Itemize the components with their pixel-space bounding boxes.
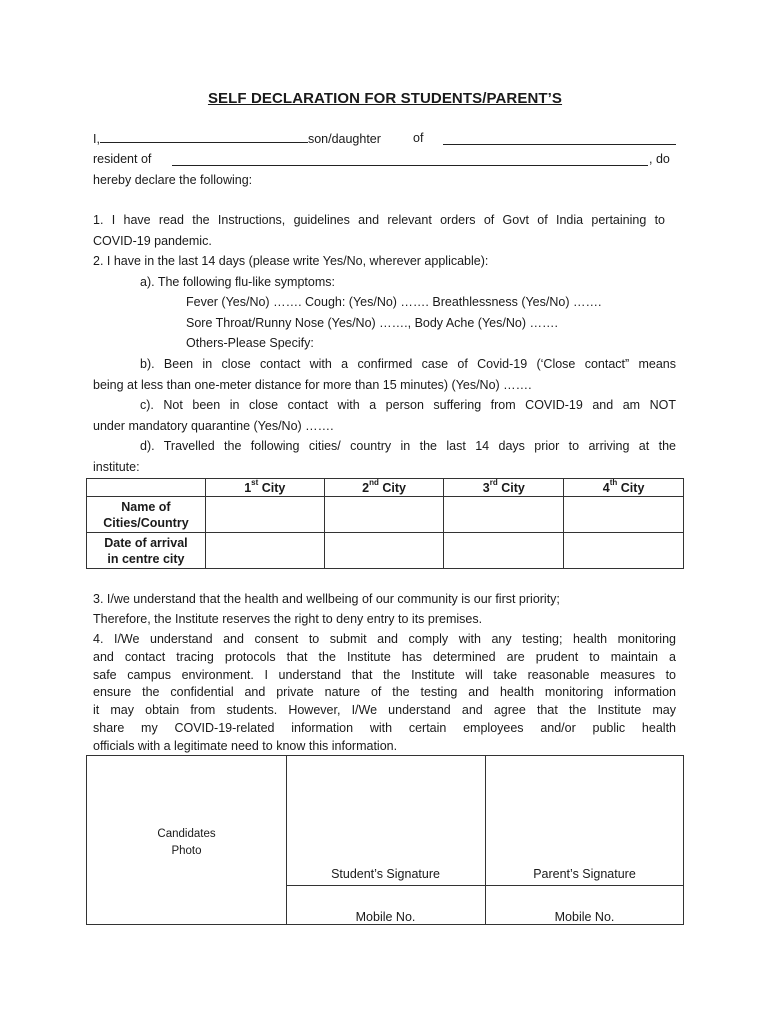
item-4-line-6: share my COVID-19-related information with certain employees and/or public health bbox=[93, 721, 676, 735]
photo-label-line-1: Candidates bbox=[157, 828, 216, 840]
page-title: SELF DECLARATION FOR STUDENTS/PARENT’S bbox=[207, 90, 563, 107]
student-signature-area[interactable] bbox=[287, 756, 485, 885]
son-daughter-label: son/daughter bbox=[307, 132, 381, 146]
item-1-line-1: 1. I have read the Instructions, guidelines and relevant orders of Govt of India pertaining to bbox=[93, 213, 665, 227]
city-4-date-cell[interactable] bbox=[564, 533, 684, 569]
item-2-text: 2. I have in the last 14 days (please write Yes/No, wherever applicable): bbox=[93, 254, 489, 268]
item-2d-line-2: institute: bbox=[93, 460, 140, 474]
city-4-name-cell[interactable] bbox=[564, 497, 684, 533]
i-prefix: I, bbox=[93, 132, 100, 146]
cities-name-row bbox=[87, 497, 684, 533]
item-4-line-2: and contact tracing protocols that the Institute has determined are prudent to maintain a bbox=[93, 650, 676, 664]
item-2c-line-2: under mandatory quarantine (Yes/No) ……. bbox=[93, 419, 334, 433]
cities-header-row bbox=[87, 479, 684, 497]
parent-mobile-label: Mobile No. bbox=[554, 910, 615, 924]
symptoms-others: Others-Please Specify: bbox=[186, 336, 314, 350]
name-field[interactable] bbox=[100, 130, 308, 143]
symptoms-line-1: Fever (Yes/No) ……. Cough: (Yes/No) ……. Breathlessness (Yes/No) ……. bbox=[186, 295, 602, 309]
divider bbox=[286, 885, 683, 886]
item-4-line-4: ensure the confidential and private nature of the testing and health monitoring information bbox=[93, 685, 676, 699]
header-3rd-city: 3rd City bbox=[444, 479, 564, 497]
city-3-name-cell[interactable] bbox=[444, 497, 564, 533]
item-4-line-7: officials with a legitimate need to know this information. bbox=[93, 739, 398, 753]
photo-label-line-2: Photo bbox=[171, 845, 202, 857]
item-3-line-2: Therefore, the Institute reserves the right to deny entry to its premises. bbox=[93, 612, 483, 626]
signature-box bbox=[86, 755, 684, 925]
header-2nd-city: 2nd City bbox=[324, 479, 444, 497]
student-signature-label: Student’s Signature bbox=[331, 867, 440, 881]
student-mobile-label: Mobile No. bbox=[355, 910, 416, 924]
city-3-date-cell[interactable] bbox=[444, 533, 564, 569]
intro-line-1 bbox=[93, 130, 381, 147]
city-2-name-cell[interactable] bbox=[324, 497, 444, 533]
city-1-name-cell[interactable] bbox=[205, 497, 324, 533]
item-3-line-1: 3. I/we understand that the health and wellbeing of our community is our first priority; bbox=[93, 592, 560, 606]
item-4-line-5: it may obtain from students. However, I/We understand and agree that the Institute may bbox=[93, 703, 676, 717]
item-2b-line-1: b). Been in close contact with a confirmed case of Covid-19 (‘Close contact” means bbox=[140, 357, 676, 371]
header-4th-city: 4th City bbox=[564, 479, 684, 497]
item-1-line-2: COVID-19 pandemic. bbox=[93, 234, 212, 248]
header-1st-city: 1st City bbox=[205, 479, 324, 497]
symptoms-line-2: Sore Throat/Runny Nose (Yes/No) ……., Body Ache (Yes/No) ……. bbox=[186, 316, 558, 330]
address-field[interactable] bbox=[172, 153, 648, 166]
row-label-date-of-arrival: Date of arrival in centre city bbox=[87, 533, 206, 569]
do-label: , do bbox=[649, 152, 670, 166]
item-4-line-1: 4. I/We understand and consent to submit and comply with any testing; health monitoring bbox=[93, 632, 676, 646]
of-label: of bbox=[413, 131, 424, 145]
parent-signature-area[interactable] bbox=[486, 756, 684, 885]
hereby-declare-text: hereby declare the following: bbox=[93, 173, 253, 187]
item-2a-heading: a). The following flu-like symptoms: bbox=[140, 275, 335, 289]
resident-of-label: resident of bbox=[93, 152, 152, 166]
item-4-line-3: safe campus environment. I understand that the Institute will take reasonable measures to bbox=[93, 668, 676, 682]
item-2c-line-1: c). Not been in close contact with a person suffering from COVID-19 and am NOT bbox=[140, 398, 676, 412]
candidate-photo-area[interactable] bbox=[87, 756, 286, 924]
item-2b-line-2: being at less than one-meter distance for more than 15 minutes) (Yes/No) ……. bbox=[93, 378, 532, 392]
row-label-name-of-cities: Name of Cities/Country bbox=[87, 497, 206, 533]
item-2d-line-1: d). Travelled the following cities/ country in the last 14 days prior to arriving at the bbox=[140, 439, 676, 453]
city-1-date-cell[interactable] bbox=[205, 533, 324, 569]
cities-date-row bbox=[87, 533, 684, 569]
city-2-date-cell[interactable] bbox=[324, 533, 444, 569]
cities-table bbox=[86, 478, 684, 569]
parent-name-field[interactable] bbox=[443, 132, 676, 145]
parent-signature-label: Parent’s Signature bbox=[533, 867, 636, 881]
header-blank-cell bbox=[87, 479, 206, 497]
